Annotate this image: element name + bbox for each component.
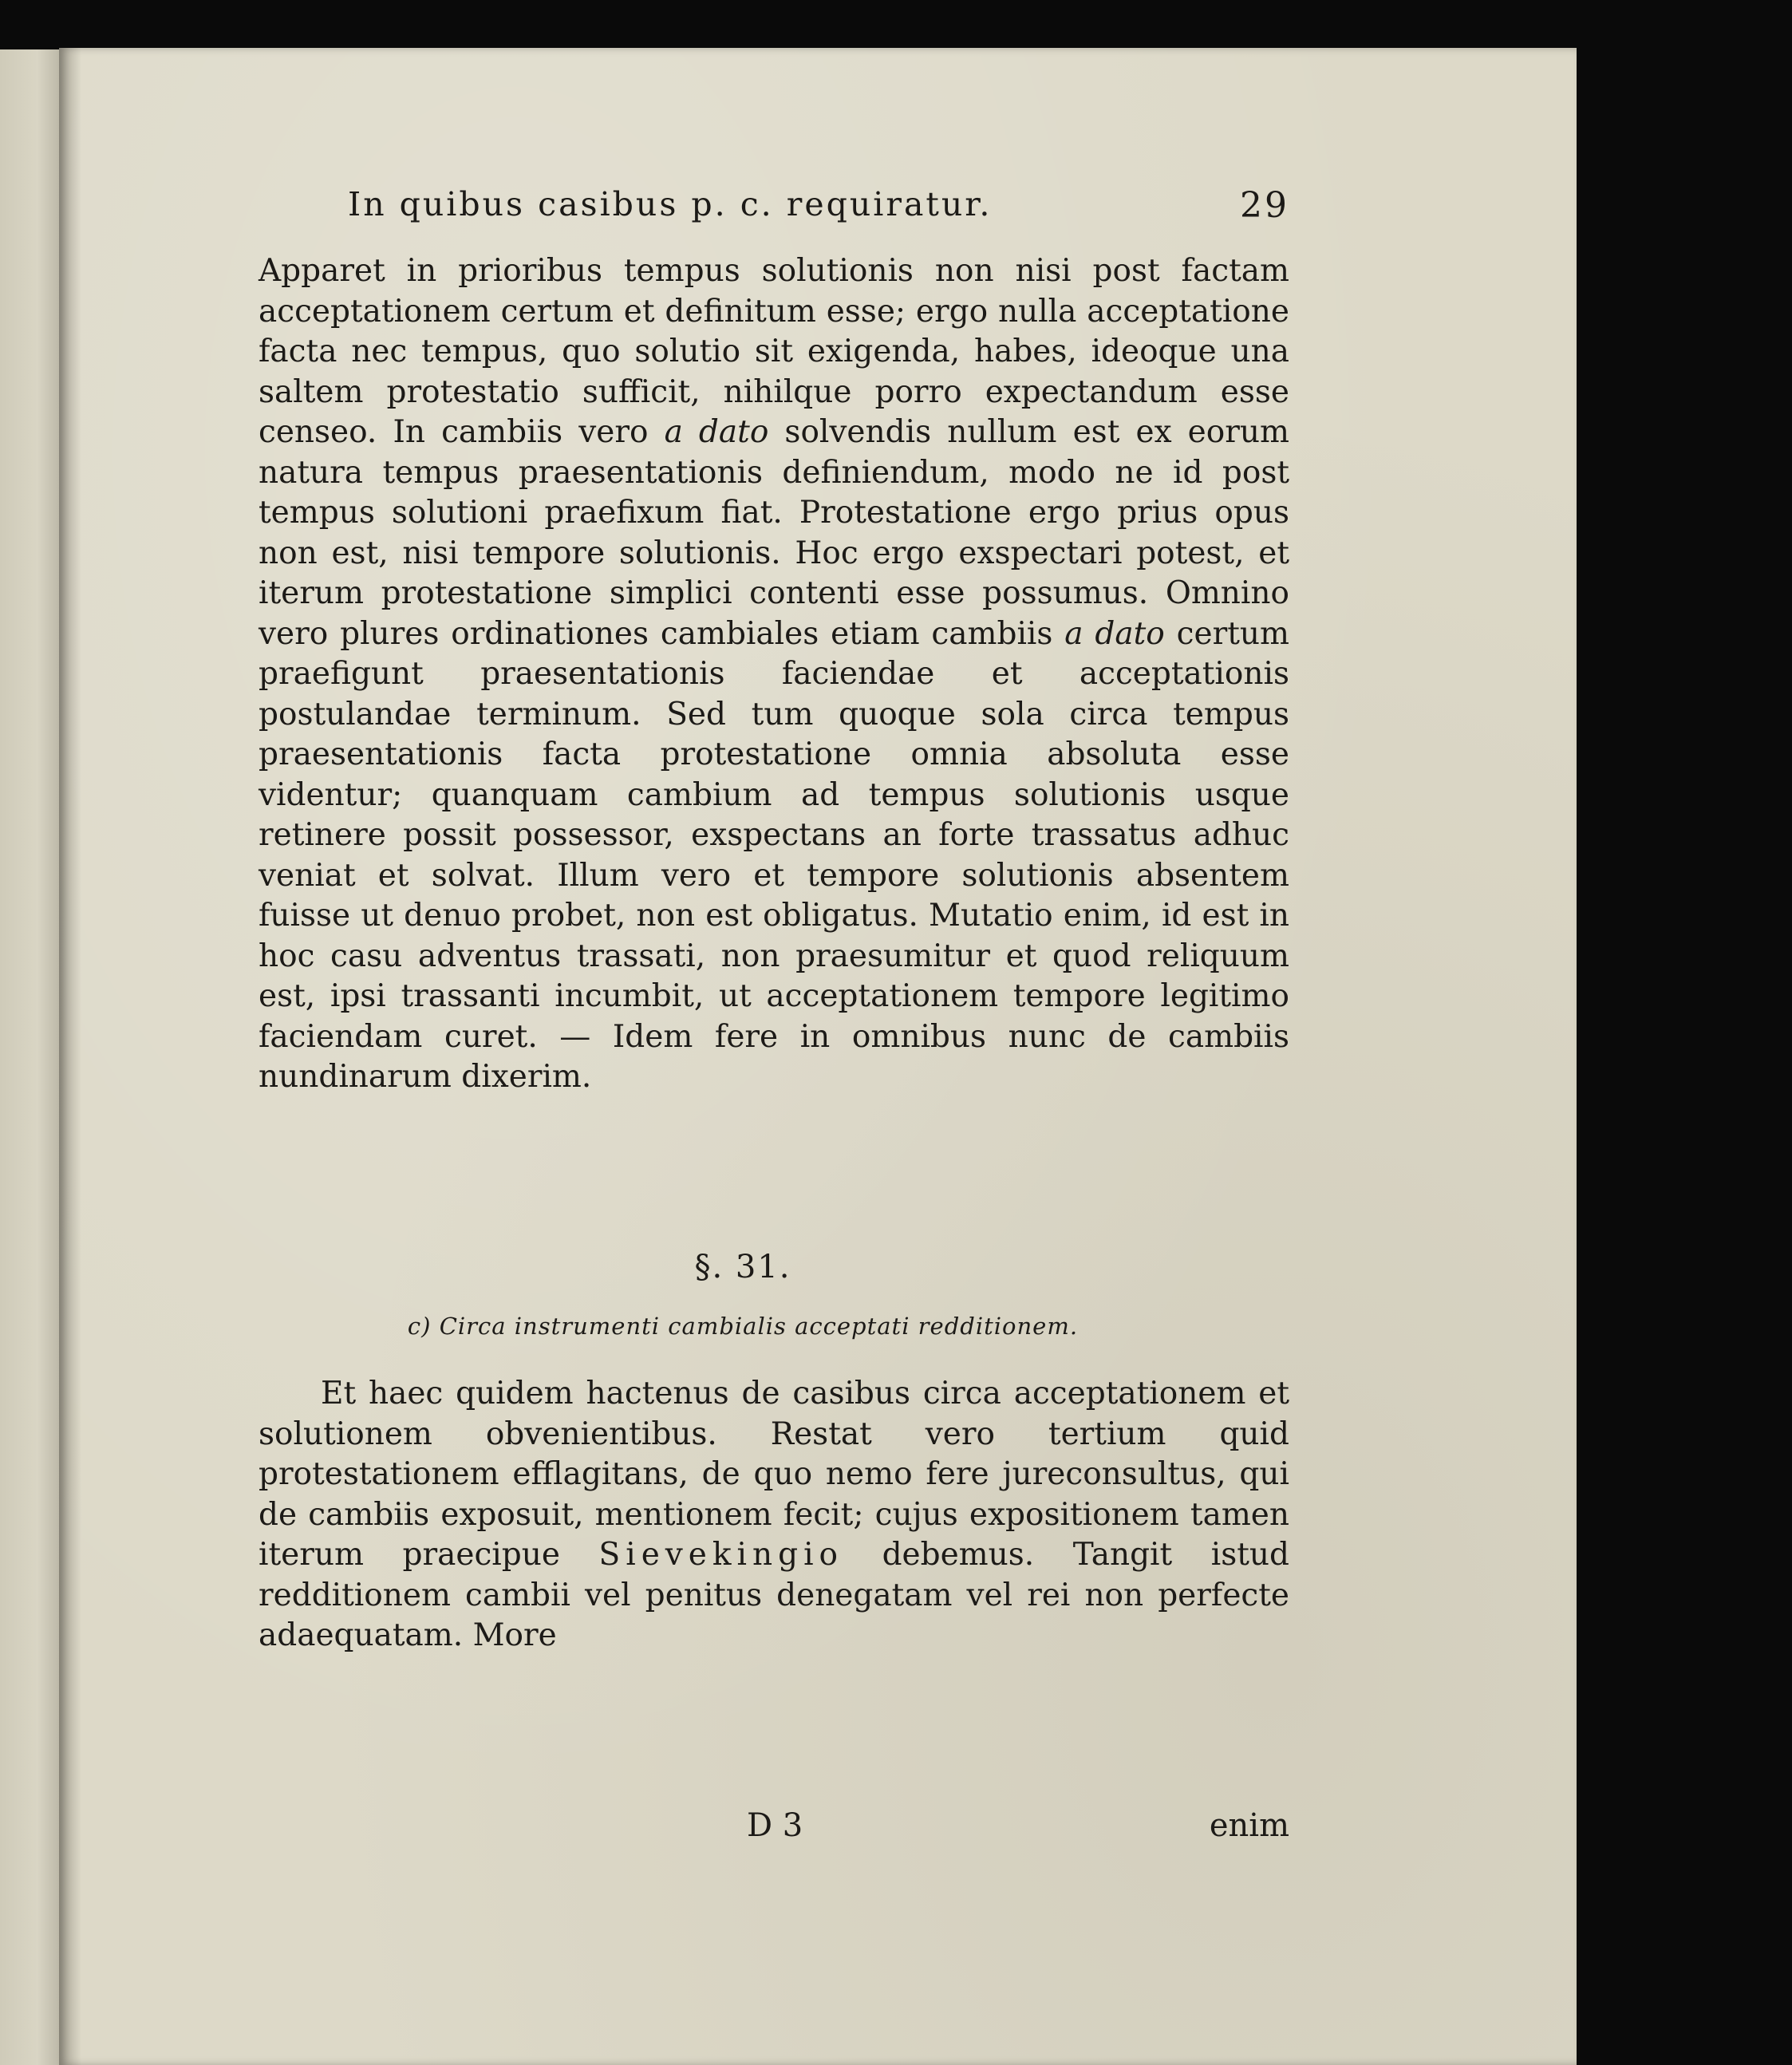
paragraph-2	[259, 1374, 1289, 1656]
paragraph-2-part-1: Et haec quidem hactenus de casibus circa acceptationem et solutionem obvenientibus. Restat vero tertium quid protestationem efflagitans, de quo nemo fere jureconsultus, qui de cambiis exposuit, mentionem fecit; cujus expositionem tamen iterum praecipue	[259, 1376, 1289, 1573]
paragraph-1-part-2: solvendis nullum est ex eorum natura tempus praesentationis definiendum, modo ne id post tempus solutioni praefixum fiat. Protestatione ergo prius opus non est, nisi tempore solutionis. Hoc ergo exspectari potest, et iterum protestatione simplici contenti esse possumus. Omnino vero plures ordinationes cambiales etiam cambiis	[259, 414, 1289, 652]
paragraph-2-name: Sievekingio	[598, 1537, 844, 1573]
signature-mark: D 3	[747, 1807, 803, 1844]
text-block	[196, 136, 1289, 1844]
section-heading: c) Circa instrumenti cambialis acceptati redditionem.	[407, 1313, 1079, 1340]
paragraph-1-part-1: Apparet in prioribus tempus solutionis non nisi post factam acceptationem certum et definitum esse; ergo nulla acceptatione facta nec tempus, quo solutio sit exigenda, habes, ideoque una saltem protestatio sufficit, nihilque porro expectandum esse censeo. In cambiis vero	[259, 253, 1289, 450]
paragraph-2-part-2: debemus. Tangit istud redditionem cambii vel penitus denegatam vel rei non perfecte adaequatam. More	[259, 1537, 1289, 1653]
page-footer	[196, 1807, 1289, 1847]
gutter-shadow	[59, 48, 81, 2065]
paragraph-1-italic-2: a dato	[1064, 615, 1165, 652]
section-number: §. 31.	[694, 1249, 791, 1285]
catchword: enim	[1209, 1807, 1289, 1844]
previous-page-edge	[0, 49, 62, 2065]
page-number: 29	[1240, 185, 1289, 226]
running-title: In quibus casibus p. c. requiratur.	[348, 185, 993, 223]
running-head	[196, 136, 1289, 226]
paragraph-1-italic-1: a dato	[664, 414, 769, 450]
paragraph-1	[259, 251, 1289, 1098]
paragraph-1-part-3: certum praefigunt praesentationis faciendae et acceptationis postulandae terminum. Sed tum quoque sola circa tempus praesentationis facta protestatione omnia absoluta esse videntur; quanquam cambium ad tempus solutionis usque retinere possit possessor, exspectans an forte trassatus adhuc veniat et solvat. Illum vero et tempore solutionis absentem fuisse ut denuo probet, non est obligatus. Mutatio enim, id est in hoc casu adventus trassati, non praesumitur et quod reliquum est, ipsi trassanti incumbit, ut acceptationem tempore legitimo faciendam curet. — Idem fere in omnibus nunc de cambiis nundinarum dixerim.	[259, 615, 1289, 1095]
